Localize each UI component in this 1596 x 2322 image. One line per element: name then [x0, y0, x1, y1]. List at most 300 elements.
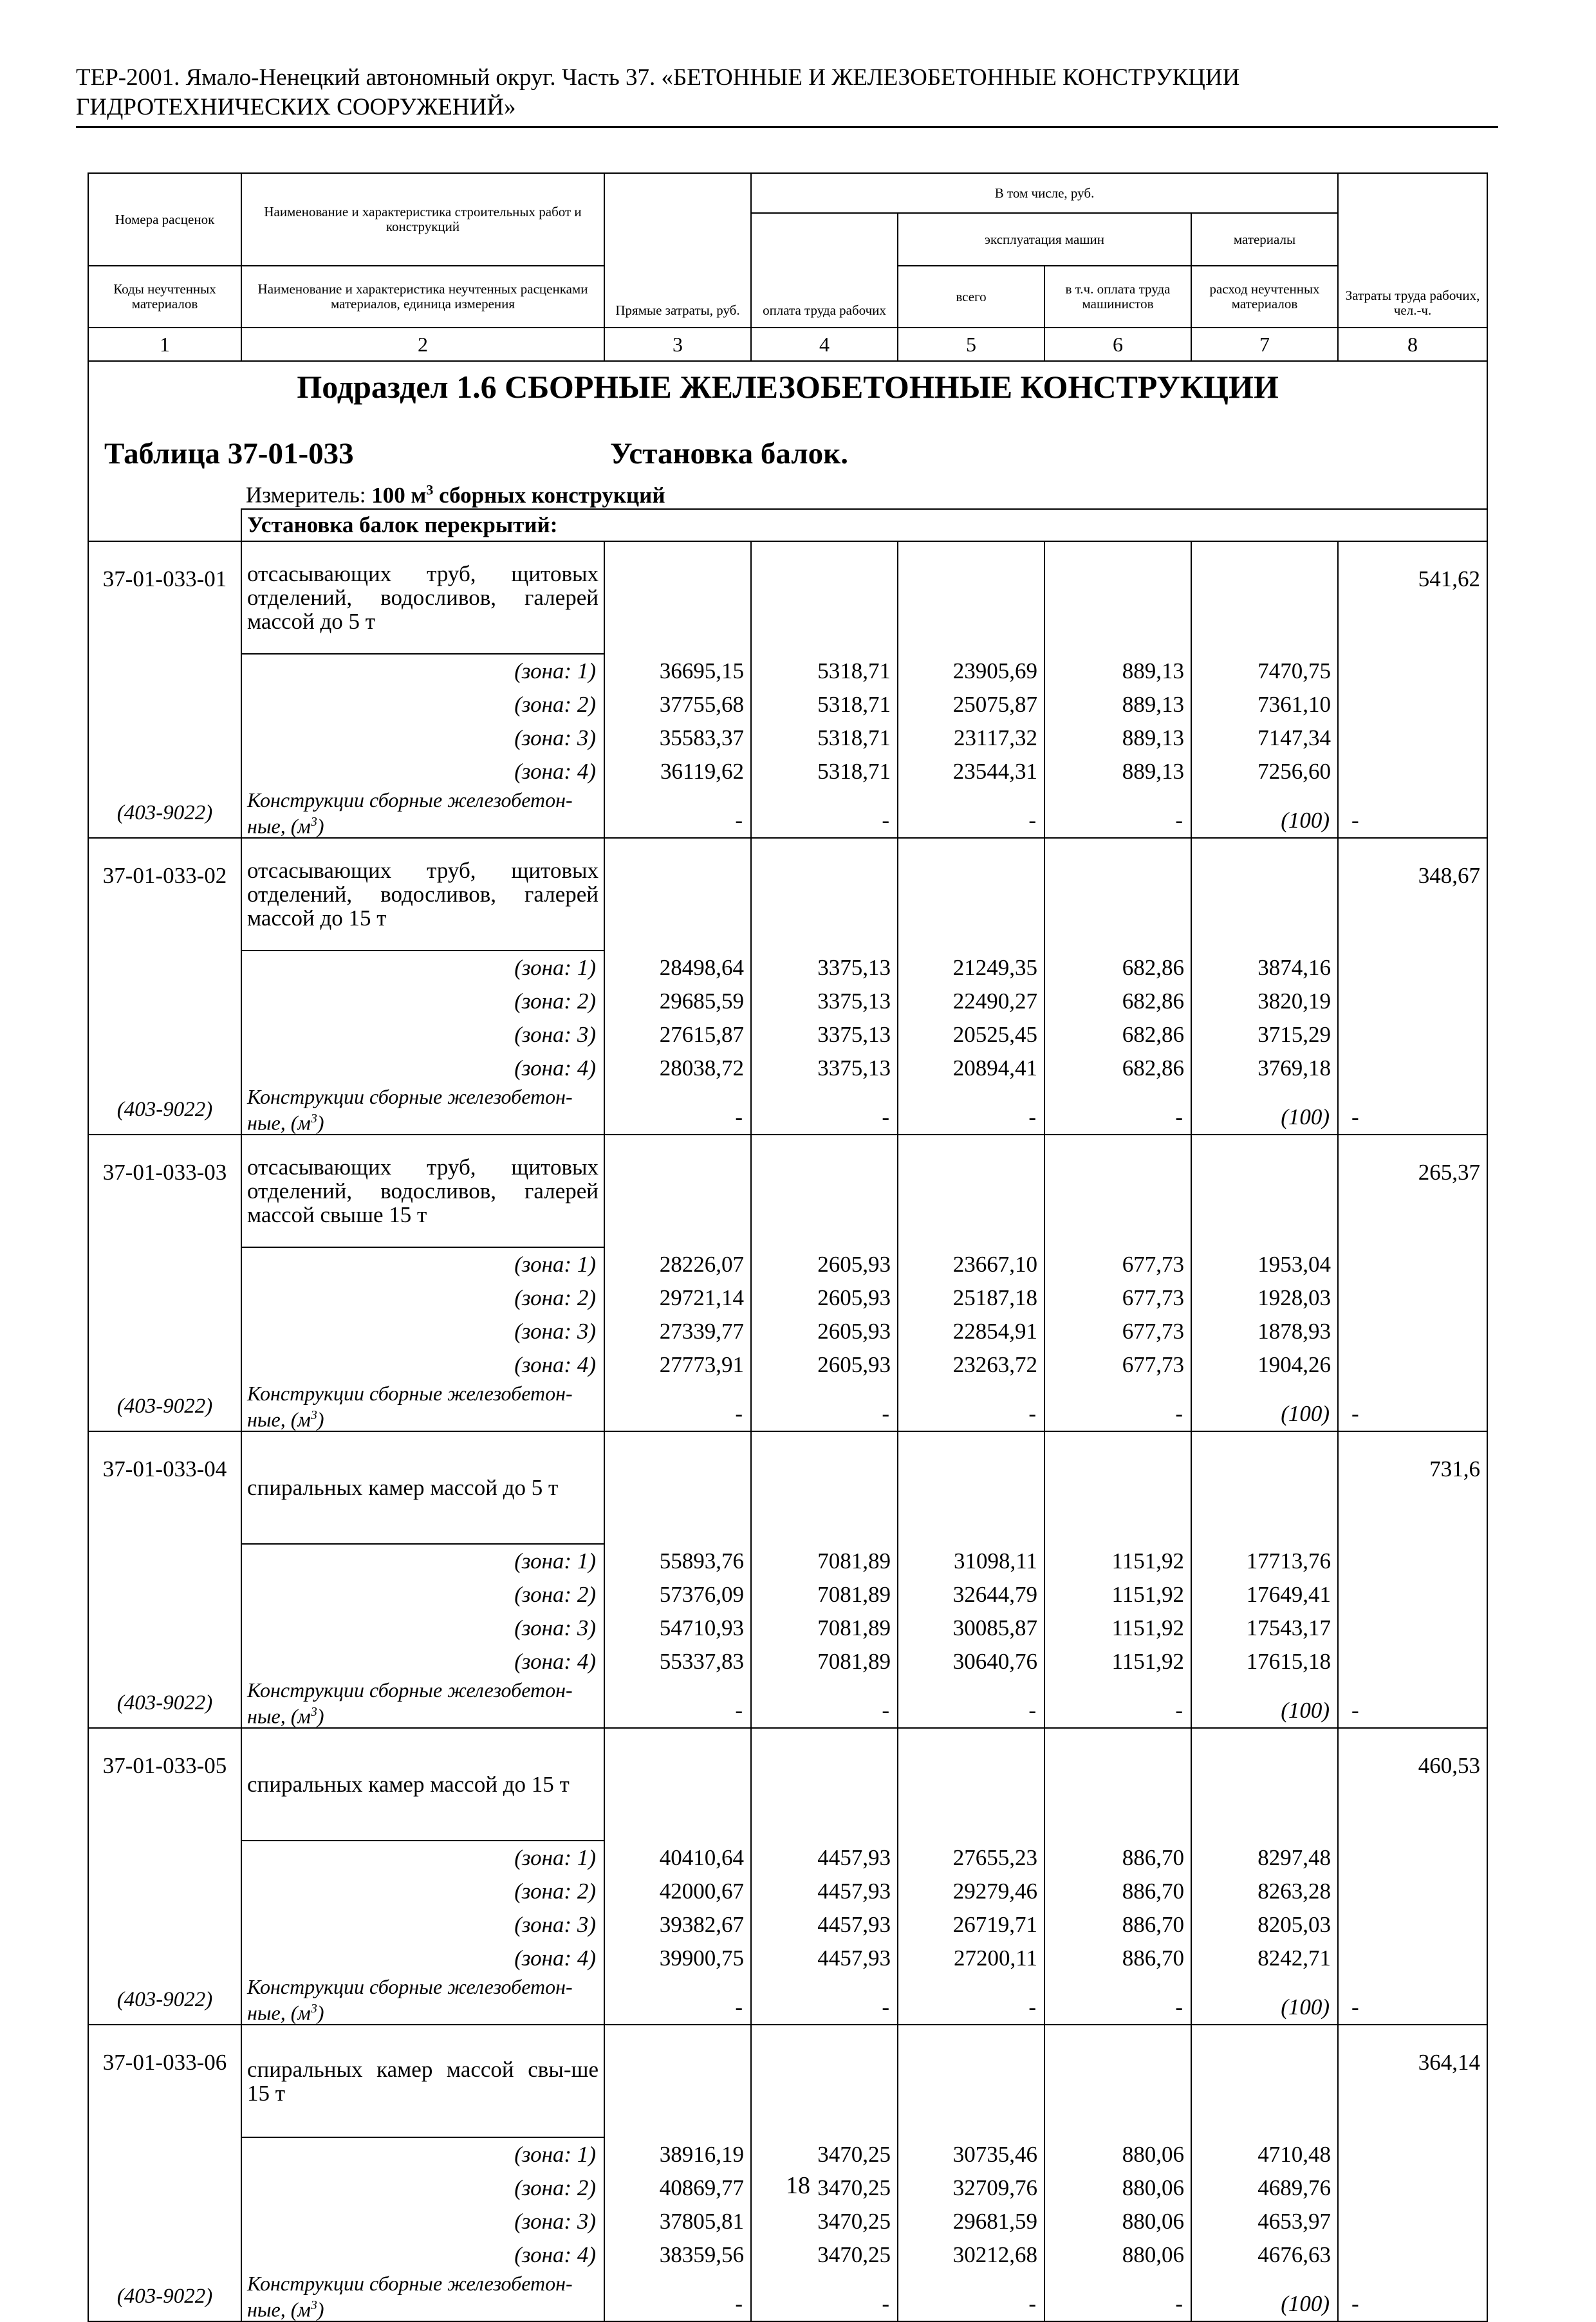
machine-cost: 20894,41 — [898, 1052, 1044, 1085]
rate-code: 37-01-033-06 — [88, 2025, 241, 2137]
material-quantity: (100) — [1191, 1975, 1338, 2025]
worker-wages: 7081,89 — [751, 1578, 898, 1611]
empty-cell — [751, 1728, 898, 1841]
material-row — [88, 1382, 1487, 1431]
column-number: 8 — [1338, 328, 1487, 361]
machine-cost: 25187,18 — [898, 1281, 1044, 1315]
empty-cell — [1338, 1315, 1487, 1348]
col1-header-bottom: Коды неучтенных материалов — [88, 266, 241, 328]
zone-row — [88, 2238, 1487, 2272]
direct-cost: 54710,93 — [604, 1611, 751, 1645]
material-row — [88, 2272, 1487, 2321]
materials-cost: 4676,63 — [1191, 2238, 1338, 2272]
empty-cell — [1338, 1052, 1487, 1085]
dash-cell: - — [898, 788, 1044, 838]
zone-label: (зона: 3) — [241, 1611, 604, 1645]
empty-cell — [88, 1908, 241, 1942]
empty-cell — [751, 2025, 898, 2137]
machinist-wages: 889,13 — [1044, 688, 1191, 721]
dash-cell: - — [604, 1975, 751, 2025]
header-line-2: ГИДРОТЕХНИЧЕСКИХ СООРУЖЕНИЙ» — [76, 94, 516, 120]
empty-cell — [1044, 838, 1191, 951]
zone-label: (зона: 4) — [241, 755, 604, 788]
direct-cost: 39900,75 — [604, 1942, 751, 1975]
material-name — [241, 1085, 604, 1135]
labor-cost: 731,6 — [1338, 1431, 1487, 1544]
worker-wages: 2605,93 — [751, 1348, 898, 1382]
labor-cost: 348,67 — [1338, 838, 1487, 951]
zone-label: (зона: 1) — [241, 1247, 604, 1281]
machine-cost: 20525,45 — [898, 1018, 1044, 1052]
worker-wages: 3470,25 — [751, 2205, 898, 2238]
zone-label: (зона: 2) — [241, 1578, 604, 1611]
materials-cost: 7147,34 — [1191, 721, 1338, 755]
material-quantity: (100) — [1191, 1085, 1338, 1135]
direct-cost: 55893,76 — [604, 1544, 751, 1578]
zone-label: (зона: 2) — [241, 688, 604, 721]
material-code: (403-9022) — [88, 1382, 241, 1431]
zone-label: (зона: 4) — [241, 1348, 604, 1382]
zone-label: (зона: 4) — [241, 2238, 604, 2272]
material-name-text: Конструкции сборные железобетон-ные, (м — [247, 1084, 573, 1135]
dash-cell: - — [898, 1382, 1044, 1431]
labor-cost: 364,14 — [1338, 2025, 1487, 2137]
worker-wages: 5318,71 — [751, 654, 898, 688]
empty-cell — [88, 1544, 241, 1578]
empty-cell — [898, 541, 1044, 654]
machine-cost: 32709,76 — [898, 2171, 1044, 2205]
rate-item-row — [88, 1431, 1487, 1544]
empty-cell — [88, 1645, 241, 1678]
machinist-wages: 1151,92 — [1044, 1578, 1191, 1611]
empty-cell — [1338, 1578, 1487, 1611]
rate-code: 37-01-033-01 — [88, 541, 241, 654]
rate-item-row — [88, 838, 1487, 951]
empty-cell — [898, 838, 1044, 951]
rates-table — [88, 172, 1488, 2322]
material-quantity: (100) — [1191, 1382, 1338, 1431]
dash-cell: - — [1044, 1678, 1191, 1728]
rate-item-row — [88, 1728, 1487, 1841]
material-name — [241, 788, 604, 838]
machinist-wages: 886,70 — [1044, 1841, 1191, 1875]
empty-cell — [1338, 1875, 1487, 1908]
empty-cell — [751, 1135, 898, 1247]
direct-cost: 55337,83 — [604, 1645, 751, 1678]
direct-cost: 42000,67 — [604, 1875, 751, 1908]
table-title-line — [89, 432, 1487, 475]
machinist-wages: 677,73 — [1044, 1315, 1191, 1348]
empty-cell — [751, 541, 898, 654]
labor-cost: 460,53 — [1338, 1728, 1487, 1841]
col1-header-top: Номера расценок — [88, 173, 241, 266]
worker-wages: 2605,93 — [751, 1247, 898, 1281]
empty-cell — [604, 1431, 751, 1544]
worker-wages: 4457,93 — [751, 1942, 898, 1975]
machine-cost: 29681,59 — [898, 2205, 1044, 2238]
section-block — [88, 361, 1487, 509]
material-name-end: ) — [317, 814, 324, 838]
materials-cost: 3769,18 — [1191, 1052, 1338, 1085]
machine-cost: 23667,10 — [898, 1247, 1044, 1281]
dash-cell: - — [751, 1678, 898, 1728]
machinist-wages: 677,73 — [1044, 1281, 1191, 1315]
zone-label: (зона: 4) — [241, 1052, 604, 1085]
zone-row — [88, 1348, 1487, 1382]
materials-cost: 17713,76 — [1191, 1544, 1338, 1578]
rate-name: отсасывающих труб, щитовых отделений, водосливов, галерей массой свыше 15 т — [241, 1135, 604, 1247]
col7-header: расход неучтенных материалов — [1191, 266, 1338, 328]
machinist-wages: 1151,92 — [1044, 1611, 1191, 1645]
empty-cell — [88, 1281, 241, 1315]
column-number: 3 — [604, 328, 751, 361]
column-number: 2 — [241, 328, 604, 361]
zone-row — [88, 1544, 1487, 1578]
col2-header-top: Наименование и характеристика строительных работ и конструкций — [241, 173, 604, 266]
empty-cell — [604, 1728, 751, 1841]
col5-header: всего — [898, 266, 1044, 328]
material-unit-sup: 3 — [310, 2298, 317, 2312]
zone-label: (зона: 2) — [241, 2171, 604, 2205]
dash-cell: - — [898, 1975, 1044, 2025]
material-unit-sup: 3 — [310, 1704, 317, 1719]
direct-cost: 27339,77 — [604, 1315, 751, 1348]
including-header: В том числе, руб. — [751, 173, 1338, 213]
group-title: Установка балок перекрытий: — [241, 509, 1487, 541]
dash-cell: - — [1338, 1975, 1487, 2025]
machine-cost: 21249,35 — [898, 951, 1044, 985]
materials-cost: 7361,10 — [1191, 688, 1338, 721]
col6-header: в т.ч. оплата труда машинистов — [1044, 266, 1191, 328]
empty-cell — [88, 2137, 241, 2171]
dash-cell: - — [898, 1678, 1044, 1728]
empty-cell — [898, 1431, 1044, 1544]
empty-cell — [1338, 654, 1487, 688]
zone-label: (зона: 4) — [241, 1942, 604, 1975]
empty-cell — [1338, 2205, 1487, 2238]
zone-row — [88, 2205, 1487, 2238]
worker-wages: 3470,25 — [751, 2238, 898, 2272]
dash-cell: - — [604, 788, 751, 838]
empty-cell — [1191, 1431, 1338, 1544]
materials-header: материалы — [1191, 213, 1338, 266]
machine-cost: 27655,23 — [898, 1841, 1044, 1875]
direct-cost: 35583,37 — [604, 721, 751, 755]
worker-wages: 3375,13 — [751, 951, 898, 985]
material-quantity: (100) — [1191, 1678, 1338, 1728]
empty-cell — [1338, 1281, 1487, 1315]
worker-wages: 2605,93 — [751, 1315, 898, 1348]
machine-cost: 27200,11 — [898, 1942, 1044, 1975]
material-code: (403-9022) — [88, 1975, 241, 2025]
dash-cell: - — [1044, 1382, 1191, 1431]
empty-cell — [1338, 2238, 1487, 2272]
material-name-end: ) — [317, 2298, 324, 2321]
machine-cost: 23905,69 — [898, 654, 1044, 688]
machinist-wages: 677,73 — [1044, 1348, 1191, 1382]
empty-cell — [604, 541, 751, 654]
zone-row — [88, 1908, 1487, 1942]
empty-cell — [88, 951, 241, 985]
zone-label: (зона: 3) — [241, 721, 604, 755]
direct-cost: 38359,56 — [604, 2238, 751, 2272]
zone-row — [88, 951, 1487, 985]
machinist-wages: 880,06 — [1044, 2238, 1191, 2272]
direct-cost: 36119,62 — [604, 755, 751, 788]
worker-wages: 5318,71 — [751, 721, 898, 755]
header-line-1: ТЕР-2001. Ямало-Ненецкий автономный округ. Часть 37. «БЕТОННЫЕ И ЖЕЛЕЗОБЕТОННЫЕ КОНСТРУКЦИИ — [76, 64, 1240, 91]
materials-cost: 4653,97 — [1191, 2205, 1338, 2238]
material-unit-sup: 3 — [310, 1407, 317, 1422]
machine-cost: 31098,11 — [898, 1544, 1044, 1578]
materials-cost: 7470,75 — [1191, 654, 1338, 688]
direct-cost: 40869,77 — [604, 2171, 751, 2205]
machine-cost: 25075,87 — [898, 688, 1044, 721]
empty-cell — [88, 1348, 241, 1382]
rate-name: спиральных камер массой до 5 т — [241, 1431, 604, 1544]
machinist-wages: 1151,92 — [1044, 1544, 1191, 1578]
zone-row — [88, 1052, 1487, 1085]
empty-cell — [1338, 1908, 1487, 1942]
dash-cell: - — [1044, 1085, 1191, 1135]
dash-cell: - — [751, 2272, 898, 2321]
empty-cell — [1338, 1018, 1487, 1052]
materials-cost: 17615,18 — [1191, 1645, 1338, 1678]
machinist-wages: 880,06 — [1044, 2205, 1191, 2238]
empty-cell — [88, 654, 241, 688]
material-row — [88, 1975, 1487, 2025]
machinist-wages: 682,86 — [1044, 1052, 1191, 1085]
worker-wages: 3375,13 — [751, 1018, 898, 1052]
empty-cell — [1044, 1135, 1191, 1247]
empty-cell — [1044, 2025, 1191, 2137]
machinist-wages: 886,70 — [1044, 1875, 1191, 1908]
zone-label: (зона: 1) — [241, 1544, 604, 1578]
direct-cost: 29721,14 — [604, 1281, 751, 1315]
materials-cost: 1953,04 — [1191, 1247, 1338, 1281]
empty-cell — [751, 838, 898, 951]
zone-label: (зона: 2) — [241, 985, 604, 1018]
machine-cost: 23544,31 — [898, 755, 1044, 788]
zone-row — [88, 688, 1487, 721]
materials-cost: 4710,48 — [1191, 2137, 1338, 2171]
machinist-wages: 886,70 — [1044, 1908, 1191, 1942]
column-number: 1 — [88, 328, 241, 361]
zone-row — [88, 1247, 1487, 1281]
rate-item-row — [88, 1135, 1487, 1247]
dash-cell: - — [1338, 788, 1487, 838]
empty-cell — [1191, 541, 1338, 654]
direct-cost: 28038,72 — [604, 1052, 751, 1085]
empty-cell — [1191, 1728, 1338, 1841]
machinist-wages: 1151,92 — [1044, 1645, 1191, 1678]
empty-cell — [88, 721, 241, 755]
rate-code: 37-01-033-04 — [88, 1431, 241, 1544]
zone-label: (зона: 1) — [241, 2137, 604, 2171]
dash-cell: - — [1044, 1975, 1191, 2025]
zone-row — [88, 1942, 1487, 1975]
col3-header: Прямые затраты, руб. — [604, 173, 751, 328]
empty-cell — [604, 1135, 751, 1247]
machinist-wages: 886,70 — [1044, 1942, 1191, 1975]
dash-cell: - — [1338, 1678, 1487, 1728]
dash-cell: - — [604, 2272, 751, 2321]
dash-cell: - — [1044, 788, 1191, 838]
column-number: 4 — [751, 328, 898, 361]
zone-row — [88, 1645, 1487, 1678]
materials-cost: 8297,48 — [1191, 1841, 1338, 1875]
empty-cell — [1338, 985, 1487, 1018]
rate-code: 37-01-033-02 — [88, 838, 241, 951]
zone-label: (зона: 3) — [241, 2205, 604, 2238]
empty-cell — [88, 688, 241, 721]
dash-cell: - — [898, 2272, 1044, 2321]
table-label: Таблица 37-01-033 — [104, 437, 354, 470]
worker-wages: 3470,25 — [751, 2137, 898, 2171]
zone-label: (зона: 3) — [241, 1315, 604, 1348]
empty-cell — [88, 1052, 241, 1085]
empty-cell — [88, 755, 241, 788]
worker-wages: 7081,89 — [751, 1645, 898, 1678]
empty-cell — [1338, 721, 1487, 755]
direct-cost: 39382,67 — [604, 1908, 751, 1942]
material-name-text: Конструкции сборные железобетон-ные, (м — [247, 1974, 573, 2025]
zone-row — [88, 1611, 1487, 1645]
material-name — [241, 1678, 604, 1728]
zone-row — [88, 1018, 1487, 1052]
rate-name: отсасывающих труб, щитовых отделений, водосливов, галерей массой до 5 т — [241, 541, 604, 654]
zone-label: (зона: 1) — [241, 654, 604, 688]
empty-cell — [1044, 541, 1191, 654]
material-name-text: Конструкции сборные железобетон-ные, (м — [247, 1678, 573, 1728]
worker-wages: 4457,93 — [751, 1841, 898, 1875]
empty-cell — [1338, 688, 1487, 721]
col8-header: Затраты труда рабочих, чел.-ч. — [1338, 173, 1487, 328]
zone-label: (зона: 3) — [241, 1908, 604, 1942]
empty-cell — [1338, 951, 1487, 985]
zone-row — [88, 1281, 1487, 1315]
worker-wages: 3375,13 — [751, 1052, 898, 1085]
labor-cost: 541,62 — [1338, 541, 1487, 654]
worker-wages: 3470,25 — [751, 2171, 898, 2205]
rate-name: отсасывающих труб, щитовых отделений, водосливов, галерей массой до 15 т — [241, 838, 604, 951]
worker-wages: 2605,93 — [751, 1281, 898, 1315]
rate-item-row — [88, 2025, 1487, 2137]
empty-cell — [1191, 2025, 1338, 2137]
rate-name: спиральных камер массой свы-ше 15 т — [241, 2025, 604, 2137]
machinist-wages: 880,06 — [1044, 2171, 1191, 2205]
dash-cell: - — [751, 1382, 898, 1431]
zone-row — [88, 654, 1487, 688]
direct-cost: 28498,64 — [604, 951, 751, 985]
worker-wages: 4457,93 — [751, 1875, 898, 1908]
material-name-end: ) — [317, 1704, 324, 1728]
machinist-wages: 880,06 — [1044, 2137, 1191, 2171]
empty-cell — [88, 2205, 241, 2238]
materials-cost: 8242,71 — [1191, 1942, 1338, 1975]
dash-cell: - — [751, 1975, 898, 2025]
material-name-end: ) — [317, 1407, 324, 1431]
machinist-wages: 682,86 — [1044, 951, 1191, 985]
materials-cost: 8205,03 — [1191, 1908, 1338, 1942]
measure-value: 100 м — [371, 482, 427, 508]
labor-cost: 265,37 — [1338, 1135, 1487, 1247]
machine-cost: 26719,71 — [898, 1908, 1044, 1942]
material-name-end: ) — [317, 1111, 324, 1135]
empty-cell — [1338, 1247, 1487, 1281]
material-unit-sup: 3 — [310, 814, 317, 829]
empty-cell — [88, 1018, 241, 1052]
zone-row — [88, 1875, 1487, 1908]
machines-header: эксплуатация машин — [898, 213, 1191, 266]
material-name-text: Конструкции сборные железобетон-ные, (м — [247, 788, 573, 838]
material-quantity: (100) — [1191, 788, 1338, 838]
zone-label: (зона: 4) — [241, 1645, 604, 1678]
materials-cost: 1904,26 — [1191, 1348, 1338, 1382]
direct-cost: 29685,59 — [604, 985, 751, 1018]
dash-cell: - — [1338, 1382, 1487, 1431]
direct-cost: 27615,87 — [604, 1018, 751, 1052]
material-name — [241, 2272, 604, 2321]
zone-row — [88, 1841, 1487, 1875]
direct-cost: 57376,09 — [604, 1578, 751, 1611]
empty-cell — [604, 2025, 751, 2137]
col4-header: оплата труда рабочих — [751, 213, 898, 328]
empty-cell — [88, 1841, 241, 1875]
materials-cost: 3820,19 — [1191, 985, 1338, 1018]
material-row — [88, 788, 1487, 838]
col2-header-bottom: Наименование и характеристика неучтенных расценками материалов, единица измерения — [241, 266, 604, 328]
materials-cost: 7256,60 — [1191, 755, 1338, 788]
machine-cost: 30640,76 — [898, 1645, 1044, 1678]
dash-cell: - — [604, 1382, 751, 1431]
empty-cell — [1044, 1728, 1191, 1841]
machine-cost: 22490,27 — [898, 985, 1044, 1018]
dash-cell: - — [751, 788, 898, 838]
rate-code: 37-01-033-03 — [88, 1135, 241, 1247]
direct-cost: 40410,64 — [604, 1841, 751, 1875]
machine-cost: 29279,46 — [898, 1875, 1044, 1908]
empty-cell — [1191, 838, 1338, 951]
dash-cell: - — [1044, 2272, 1191, 2321]
empty-cell — [88, 2238, 241, 2272]
empty-cell — [1338, 1841, 1487, 1875]
machine-cost: 32644,79 — [898, 1578, 1044, 1611]
material-name-end: ) — [317, 2001, 324, 2025]
measure-prefix: Измеритель: — [246, 482, 366, 508]
zone-label: (зона: 1) — [241, 951, 604, 985]
rate-name: спиральных камер массой до 15 т — [241, 1728, 604, 1841]
worker-wages: 7081,89 — [751, 1544, 898, 1578]
dash-cell: - — [604, 1085, 751, 1135]
machinist-wages: 889,13 — [1044, 755, 1191, 788]
materials-cost: 17649,41 — [1191, 1578, 1338, 1611]
column-number: 5 — [898, 328, 1044, 361]
materials-cost: 1878,93 — [1191, 1315, 1338, 1348]
zone-row — [88, 1578, 1487, 1611]
empty-cell — [1338, 755, 1487, 788]
materials-cost: 3874,16 — [1191, 951, 1338, 985]
material-quantity: (100) — [1191, 2272, 1338, 2321]
machinist-wages: 889,13 — [1044, 654, 1191, 688]
material-row — [88, 1085, 1487, 1135]
material-code: (403-9022) — [88, 1085, 241, 1135]
direct-cost: 37755,68 — [604, 688, 751, 721]
machine-cost: 30212,68 — [898, 2238, 1044, 2272]
empty-cell — [1044, 1431, 1191, 1544]
dash-cell: - — [604, 1678, 751, 1728]
material-unit-sup: 3 — [310, 1111, 317, 1126]
